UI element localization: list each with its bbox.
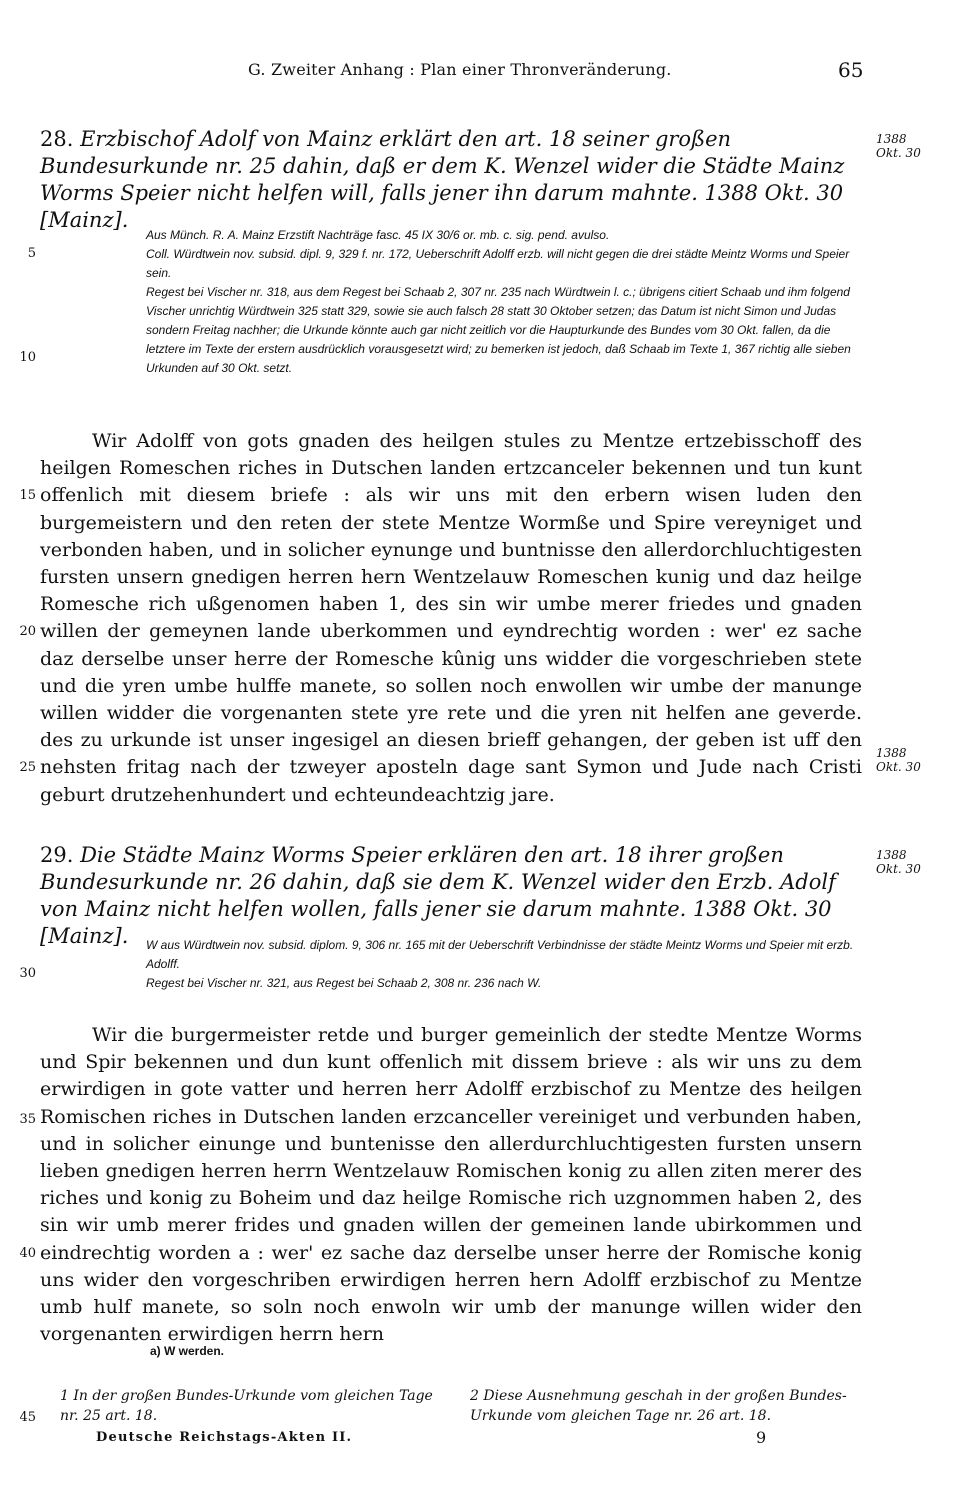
doc29-heading <box>40 842 870 950</box>
running-header <box>0 60 960 90</box>
doc29-margin-date <box>876 848 921 876</box>
doc29-title: Die Städte Mainz Worms Speier erklären den art. 18 ihrer großen Bundesurkunde nr. 26 dahin, daß sie dem K. Wenzel wider den Erzb. Adolf von Mainz nicht helfen wollen, falls jener sie darum mahnte. 1388 Okt. 30 [Mainz]. <box>40 843 836 948</box>
doc28-source-3: Regest bei Vischer nr. 318, aus dem Regest bei Schaab 2, 307 nr. 235 nach Würdtwein l. c.; übrigens citiert Schaab und ihm folgend Vischer unrichtig Würdtwein 325 statt 329, sowie sie auch falsch 28 statt 30 Oktober setzen; das Datum ist nicht Simon und Judas sondern Freitag nachher; die Urkunde könnte auch gar nicht zeitlich vor die Haupturkunde des Bundes vom 30 Okt. fallen, da die letztere im Texte der erstern ausdrücklich vorausgesetzt wird; zu bemerken ist jedoch, daß Schaab im Texte 1, 367 richtig alle sieben Urkunden auf 30 Okt. setzt. <box>146 285 851 375</box>
doc28-closing-date <box>876 746 921 774</box>
doc29-margin-day: Okt. 30 <box>876 862 921 876</box>
line-number: 5 <box>27 246 36 261</box>
doc29-text <box>40 1022 862 1348</box>
line-number: 10 <box>19 350 36 365</box>
line-number: 45 <box>19 1410 36 1425</box>
line-number: 35 <box>19 1112 36 1127</box>
doc28-closing-day: Okt. 30 <box>876 760 921 774</box>
doc28-source-1: Aus Münch. R. A. Mainz Erzstift Nachträge fasc. 45 IX 30/6 or. mb. c. sig. pend. avulso. <box>146 228 610 242</box>
footnote-1: 1 In der großen Bundes-Urkunde vom gleichen Tage nr. 25 art. 18. <box>60 1388 433 1424</box>
doc28-text <box>40 428 862 809</box>
line-number: 40 <box>19 1246 36 1261</box>
page-number: 65 <box>838 58 864 82</box>
doc29-sources <box>146 936 870 993</box>
running-title: G. Zweiter Anhang : Plan einer Thronveränderung. <box>248 60 672 79</box>
footnote-2: 2 Diese Ausnehmung geschah in der großen Bundes-Urkunde vom gleichen Tage nr. 26 art. 18. <box>470 1388 847 1424</box>
doc29-number: 29. <box>40 843 74 867</box>
doc28-margin-year: 1388 <box>876 132 907 146</box>
doc28-margin-day: Okt. 30 <box>876 146 921 160</box>
doc28-sources <box>146 226 870 378</box>
doc28-number: 28. <box>40 127 74 151</box>
doc28-paragraph: Wir Adolff von gots gnaden des heilgen stules zu Mentze ertzebisschoff des heilgen Romeschen riches in Dutschen landen ertzcanceler bekennen und tun kunt offenlich mit diesem briefe : als wir uns mit den erbern wisen luden den burgemeistern und den reten der stete Mentze Wormße und Spire vereyniget und verbonden haben, und in solicher eynunge und buntnisse den allerdorchluchtigesten fursten unsern gnedigen herren hern Wentzelauw Romeschen kunig und daz heilge Romesche rich ußgenomen haben 1, des sin wir umbe merer friedes und gnaden willen der gemeynen lande uberkommen und eyndrechtig worden : wer' ez sache daz derselbe unser herre der Romesche kûnig uns widder die vorgeschrieben stete und die yren umbe hulffe manete, so sollen noch enwollen wir umbe der manunge willen widder die vorgenanten stete yre rete und die yren nit helfen ane geverde. des zu urkunde ist unser ingesigel an diesen brieff gehangen, der geben ist uff den nehsten fritag nach der tzweyer aposteln dage sant Symon und Jude nach Cristi geburt drutzehenhundert und echteundeachtzig jare. <box>40 430 862 806</box>
line-number: 25 <box>19 760 36 775</box>
doc28-title: Erzbischof Adolf von Mainz erklärt den art. 18 seiner großen Bundesurkunde nr. 25 dahin, daß er dem K. Wenzel wider die Städte Mainz Worms Speier nicht helfen will, falls jener ihn darum mahnte. 1388 Okt. 30 [Mainz]. <box>40 127 845 232</box>
doc29-paragraph: Wir die burgermeister retde und burger gemeinlich der stedte Mentze Worms und Spir bekennen und dun kunt offenlich mit dissem brieve : als wir uns zu dem erwirdigen in gote vatter und herren herr Adolff erzbischof zu Mentze des heilgen Romischen riches in Dutschen landen erzcanceller vereiniget und verbunden haben, und in solicher einunge und buntenisse den allerdurchluchtigesten fursten unsern lieben gnedigen herren herrn Wentzelauw Romischen konig zu allen ziten merer des riches und konig zu Boheim und daz heilge Romische rich uzgnommen haben 2, des sin wir umb merer frides und gnaden willen der gemeinen lande ubirkommen und eindrechtig worden a : wer' ez sache daz derselbe unser herre der Romische konig uns wider den vorgeschriben erwirdigen herren hern Adolff erzbischof zu Mentze umb hulf manete, so soln noch enwoln wir umb der manunge willen wider den vorgenanten erwirdigen herrn hern <box>40 1024 862 1346</box>
line-number: 20 <box>19 624 36 639</box>
doc28-margin-date <box>876 132 921 160</box>
doc28-closing-year: 1388 <box>876 746 907 760</box>
footer-title: Deutsche Reichstags-Akten II. <box>96 1430 353 1445</box>
line-number: 15 <box>19 488 36 503</box>
doc29-margin-year: 1388 <box>876 848 907 862</box>
footnote-a: a) W werden. <box>150 1344 225 1358</box>
doc28-source-2: Coll. Würdtwein nov. subsid. dipl. 9, 329 f. nr. 172, Ueberschrift Adolff erzb. will nicht gegen die drei städte Meintz Worms und Speier sein. <box>146 247 850 280</box>
doc29-source-1: W aus Würdtwein nov. subsid. diplom. 9, 306 nr. 165 mit der Ueberschrift Verbindnisse der städte Meintz Worms und Speier mit erzb. Adolff. <box>146 938 854 971</box>
doc29-source-2: Regest bei Vischer nr. 321, aus Regest bei Schaab 2, 308 nr. 236 nach W. <box>146 976 542 990</box>
line-number: 30 <box>19 966 36 981</box>
signature-mark: 9 <box>756 1428 767 1447</box>
doc28-heading <box>40 126 870 234</box>
